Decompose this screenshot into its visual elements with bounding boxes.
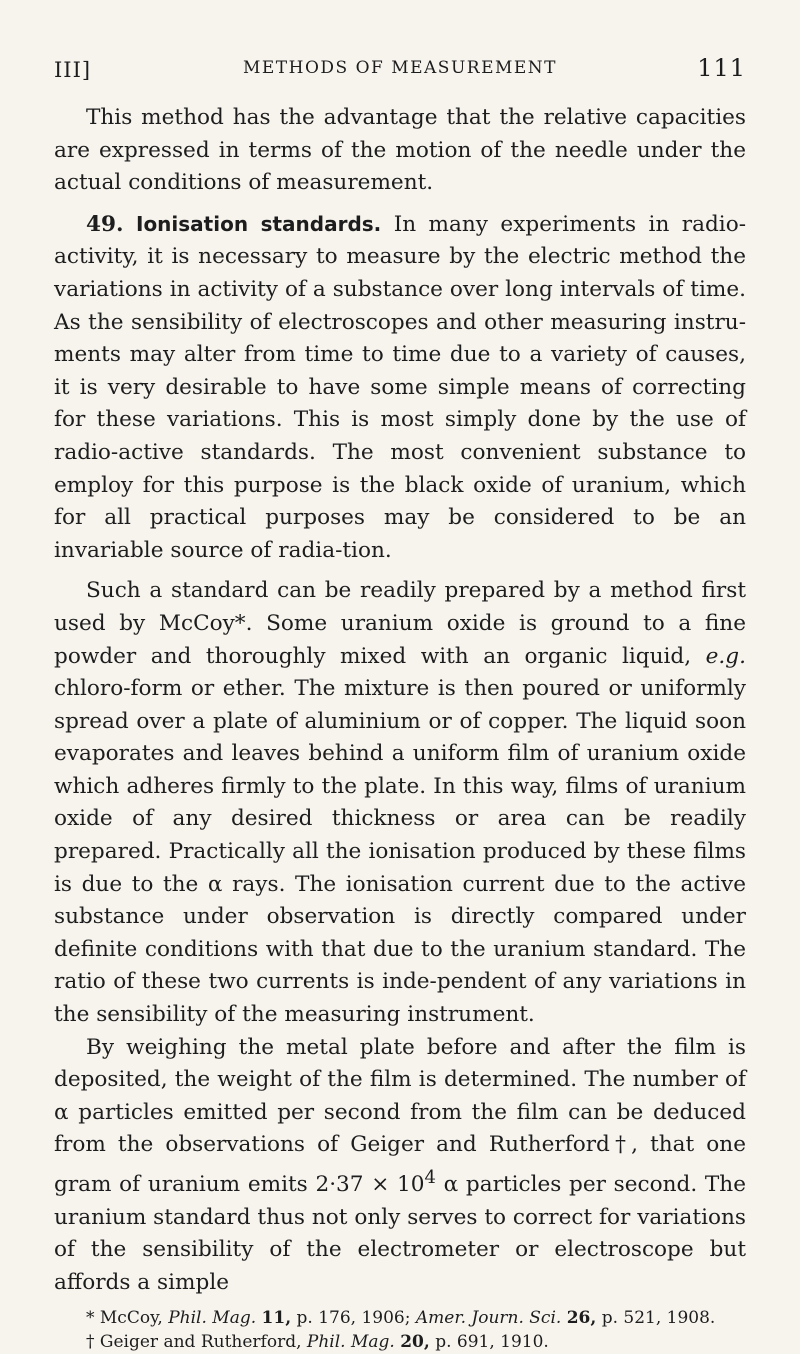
book-page (54, 52, 746, 1354)
chapter-number: III] (54, 58, 92, 82)
paragraph-1-text: This method has the advantage that the relative capacities are expressed in terms of the motion of the needle under the actual conditions of measurement. (54, 105, 746, 196)
footnote-2-journal: Phil. Mag. (306, 1331, 395, 1352)
footnote-1 (86, 1306, 746, 1330)
paragraph-3-text-a: Such a standard can be readily prepared by a method first used by McCoy*. Some uranium oxide is ground to a fine powder and thoroughly mixed with an organic liquid, (54, 578, 746, 669)
footnote-1-volume-1: 11, (261, 1307, 292, 1328)
body-text (54, 102, 746, 1300)
paragraph-3 (54, 575, 746, 1031)
paragraph-4-text-b: α particles per second. The uranium standard thus not only serves to correct for variations of the sensibility of the electrometer or electroscope but affords a simple (54, 1172, 746, 1295)
page-number: 111 (697, 54, 746, 82)
paragraph-4 (54, 1032, 746, 1300)
footnote-1-end: p. 521, 1908. (601, 1307, 716, 1328)
paragraph-1 (54, 102, 746, 200)
section-number: 49. (86, 211, 124, 237)
footnote-1-journal-1: Phil. Mag. (168, 1307, 257, 1328)
footnotes (54, 1306, 746, 1354)
paragraph-3-eg: e.g. (705, 643, 746, 669)
footnote-1-journal-2: Amer. Journ. Sci. (415, 1307, 562, 1328)
running-title: METHODS OF MEASUREMENT (242, 58, 558, 78)
footnote-2-volume: 20, (400, 1331, 430, 1352)
paragraph-4-text-a: By weighing the metal plate before and after the film is deposited, the weight of the film is determined. The number of α particles emitted per second from the film can be deduced from the observations of Geiger and Rutherford†, that one gram of uranium emits 2·37 × 10 (54, 1034, 746, 1198)
footnote-2 (86, 1330, 746, 1354)
footnote-1-middle: p. 176, 1906; (296, 1307, 411, 1328)
footnote-2-mark: † Geiger and Rutherford, (86, 1331, 302, 1352)
running-head (54, 52, 746, 92)
section-heading: Ionisation standards. (136, 211, 382, 236)
footnote-1-volume-2: 26, (566, 1307, 597, 1328)
paragraph-3-text-b: chloro-form or ether. The mixture is then poured or uniformly spread over a plate of aluminium or of copper. The liquid soon evaporates and leaves behind a uniform film of uranium oxide which adheres firmly to the plate. In this way, films of uranium oxide of any desired thickness or area can be readily prepared. Practically all the ionisation produced by these films is due to the α rays. The ionisation current due to the active substance under observation is directly compared under definite conditions with that due to the uranium standard. The ratio of these two currents is inde-pendent of any variations in the sensibility of the measuring instrument. (54, 676, 746, 1028)
paragraph-2-text: In many experiments in radio-activity, it is necessary to measure by the electric method the variations in activity of a substance over long intervals of time. As the sensibility of electroscopes and other measuring instru-ments may alter from time to time due to a variety of causes, it is very desirable to have some simple means of correcting for these variations. This is most simply done by the use of radio-active standards. The most convenient substance to employ for this purpose is the black oxide of uranium, which for all practical purposes may be considered to be an invariable source of radia-tion. (54, 211, 746, 563)
footnote-2-end: p. 691, 1910. (435, 1331, 549, 1352)
footnote-1-mark: * McCoy, (86, 1307, 163, 1328)
paragraph-4-exponent: 4 (424, 1167, 436, 1188)
paragraph-2 (54, 208, 746, 568)
